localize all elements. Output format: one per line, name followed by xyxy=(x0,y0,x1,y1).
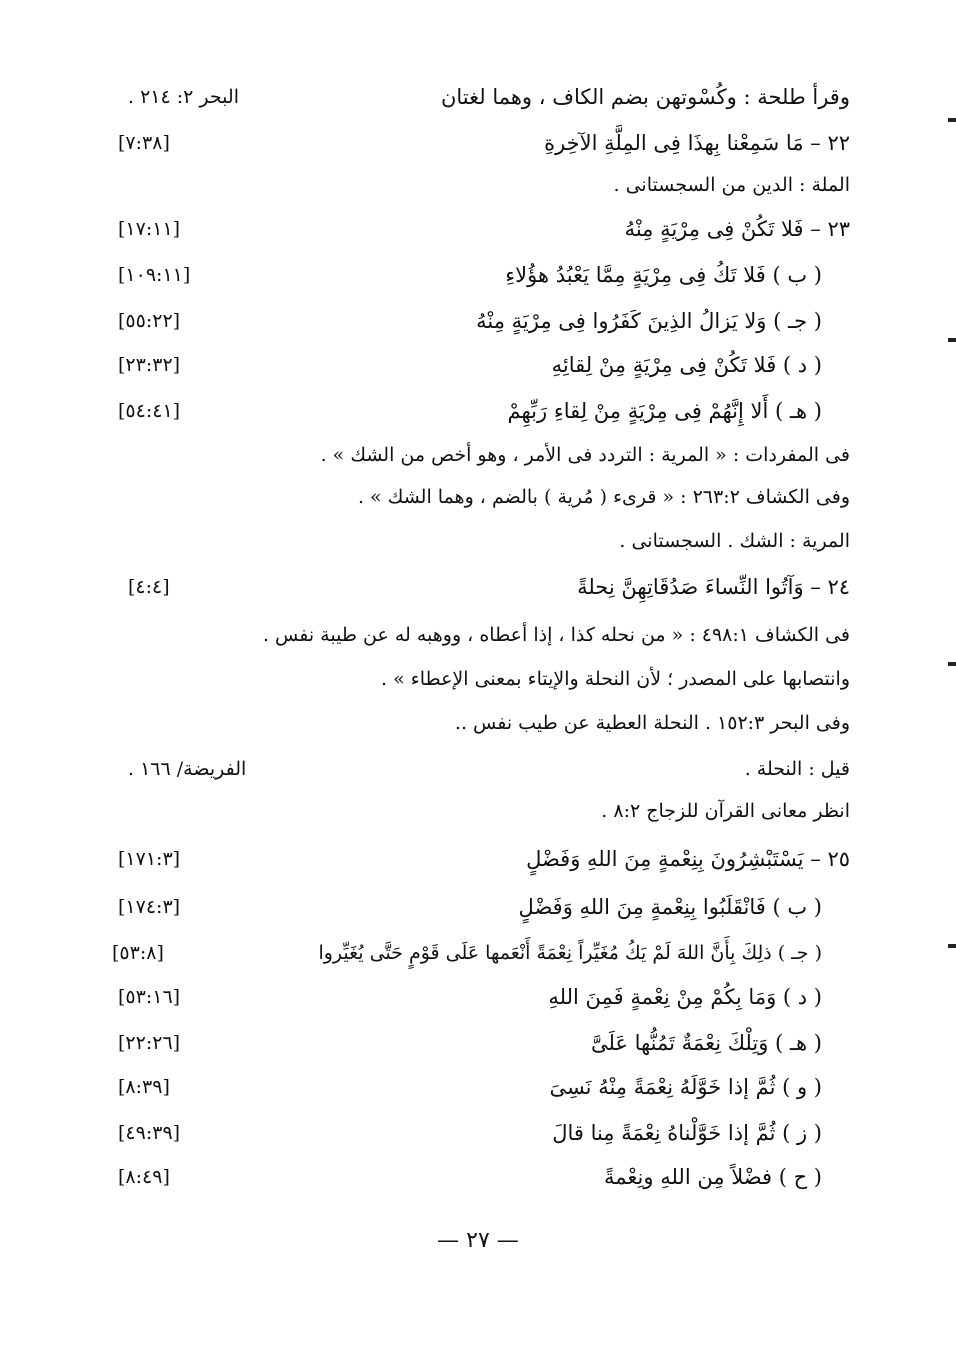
note-line xyxy=(110,162,850,208)
note-line xyxy=(110,518,850,564)
verse-reference: [١٧:١١] xyxy=(118,218,181,240)
text-line xyxy=(110,74,850,120)
verse-line xyxy=(110,836,850,882)
verse-line xyxy=(110,206,850,252)
line-text: وانتصابها على المصدر ؛ لأن النحلة والإيتاء بمعنى الإعطاء » . xyxy=(381,668,850,690)
line-text: ( د ) فَلا تَكُنْ فِى مِرْيَةٍ مِنْ لِقائِهِ xyxy=(551,353,822,377)
line-text: ( ز ) ثُمَّ إذا خَوَّلْناهُ نِعْمَةً مِنا قالَ xyxy=(552,1121,822,1145)
verse-line xyxy=(110,298,850,344)
verse-reference: [٥٤:٤١] xyxy=(118,400,181,422)
line-text: فى المفردات : « المرية : التردد فى الأمر ، وهو أخص من الشك » . xyxy=(320,444,850,466)
line-reference: الفريضة/ ١٦٦ . xyxy=(128,758,247,780)
line-text: ٢٢ – مَا سَمِعْنا بِهذَا فِى المِلَّةِ الآخِرةِ xyxy=(544,131,850,155)
line-text: وفى البحر ١٥٢:٣ . النحلة العطية عن طيب نفس .. xyxy=(454,712,850,734)
verse-reference: [٥٣:٨] xyxy=(112,942,164,964)
margin-mark xyxy=(948,944,956,948)
page-number: — ٢٧ — xyxy=(437,1228,519,1253)
note-line xyxy=(110,700,850,746)
line-text: ٢٣ – فَلا تَكُنْ فِى مِرْيَةٍ مِنْهُ xyxy=(624,217,850,241)
verse-line xyxy=(110,1154,850,1200)
margin-mark xyxy=(948,118,956,122)
verse-reference: [٢٢:٢٦] xyxy=(118,1032,181,1054)
verse-reference: [٨:٣٩] xyxy=(118,1076,170,1098)
line-text: ( هـ ) أَلا إِنَّهُمْ فِى مِرْيَةٍ مِنْ لِقاءِ رَبِّهِمْ xyxy=(507,399,822,423)
line-text: ( ب ) فَلا تَكُ فِى مِرْيَةٍ مِمَّا يَعْبُدُ هؤُلاءِ xyxy=(505,263,822,287)
line-text: ( جـ ) ذلِكَ بِأَنَّ اللهَ لَمْ يَكُ مُغَيِّراً نِعْمَةً أَنْعَمها عَلَى قَوْمٍ حَتَّى يُغَيِّروا xyxy=(318,942,822,964)
verse-line xyxy=(110,388,850,434)
line-text: ٢٥ – يَسْتَبْشِرُونَ بِنِعْمةٍ مِنَ اللهِ وَفَضْلٍ xyxy=(526,847,850,871)
line-text: وقرأ طلحة : وكُسْوتهن بضم الكاف ، وهما لغتان xyxy=(440,85,850,109)
verse-line xyxy=(110,884,850,930)
note-line xyxy=(110,746,850,792)
note-line xyxy=(110,432,850,478)
note-line xyxy=(110,612,850,658)
verse-line xyxy=(110,252,850,298)
note-line xyxy=(110,788,850,834)
note-line xyxy=(110,474,850,520)
line-text: ( جـ ) وَلا يَزالُ الذِينَ كَفَرُوا فِى مِرْيَةٍ مِنْهُ xyxy=(476,309,822,333)
verse-line xyxy=(110,564,850,610)
verse-reference: [٤٩:٣٩] xyxy=(118,1122,181,1144)
verse-reference: [٥٥:٢٢] xyxy=(118,310,181,332)
verse-reference: [١٧٤:٣] xyxy=(118,896,181,918)
line-text: ( د ) وَمَا بِكُمْ مِنْ نِعْمةٍ فَمِنَ اللهِ xyxy=(548,985,822,1009)
verse-reference: [٥٣:١٦] xyxy=(118,986,181,1008)
verse-line xyxy=(110,930,850,976)
verse-line xyxy=(110,1020,850,1066)
line-text: الملة : الدين من السجستانى . xyxy=(613,174,850,196)
line-text: فى الكشاف ٤٩٨:١ : « من نحله كذا ، إذا أعطاه ، ووهبه له عن طيبة نفس . xyxy=(262,624,850,646)
verse-reference: [١٠٩:١١] xyxy=(118,264,191,286)
verse-reference: [٢٣:٣٢] xyxy=(118,354,181,376)
line-text: قيل : النحلة . xyxy=(744,758,850,780)
line-text: ( ب ) فَانْقَلَبُوا بِنِعْمةٍ مِنَ اللهِ وَفَضْلٍ xyxy=(518,895,822,919)
margin-mark xyxy=(948,338,956,342)
verse-reference: [١٧١:٣] xyxy=(118,848,181,870)
line-text: ( هـ ) وَتِلْكَ نِعْمَةٌ تَمُنُّها عَلَىَّ xyxy=(590,1031,822,1055)
line-text: انظر معانى القرآن للزجاج ٨:٢ . xyxy=(601,800,850,822)
verse-reference: [٨:٤٩] xyxy=(118,1166,170,1188)
line-reference: البحر ٢: ٢١٤ . xyxy=(128,86,239,108)
verse-line xyxy=(110,974,850,1020)
verse-line xyxy=(110,342,850,388)
line-text: ( ح ) فضْلاً مِن اللهِ ونِعْمةً xyxy=(604,1165,822,1189)
line-text: ( و ) ثُمَّ إذا خَوَّلَهُ نِعْمَةً مِنْهُ نَسِىَ xyxy=(549,1075,822,1099)
verse-line xyxy=(110,120,850,166)
line-text: وفى الكشاف ٢٦٣:٢ : « قرىء ( مُرية ) بالضم ، وهما الشك » . xyxy=(357,486,850,508)
margin-mark xyxy=(948,662,956,666)
note-line xyxy=(110,656,850,702)
verse-reference: [٧:٣٨] xyxy=(118,132,170,154)
verse-reference: [٤:٤] xyxy=(128,576,170,598)
line-text: المرية : الشك . السجستانى . xyxy=(619,530,850,552)
verse-line xyxy=(110,1110,850,1156)
verse-line xyxy=(110,1064,850,1110)
line-text: ٢٤ – وَآتُوا النِّساءَ صَدُقَاتِهِنَّ نِحلةً xyxy=(577,575,850,599)
